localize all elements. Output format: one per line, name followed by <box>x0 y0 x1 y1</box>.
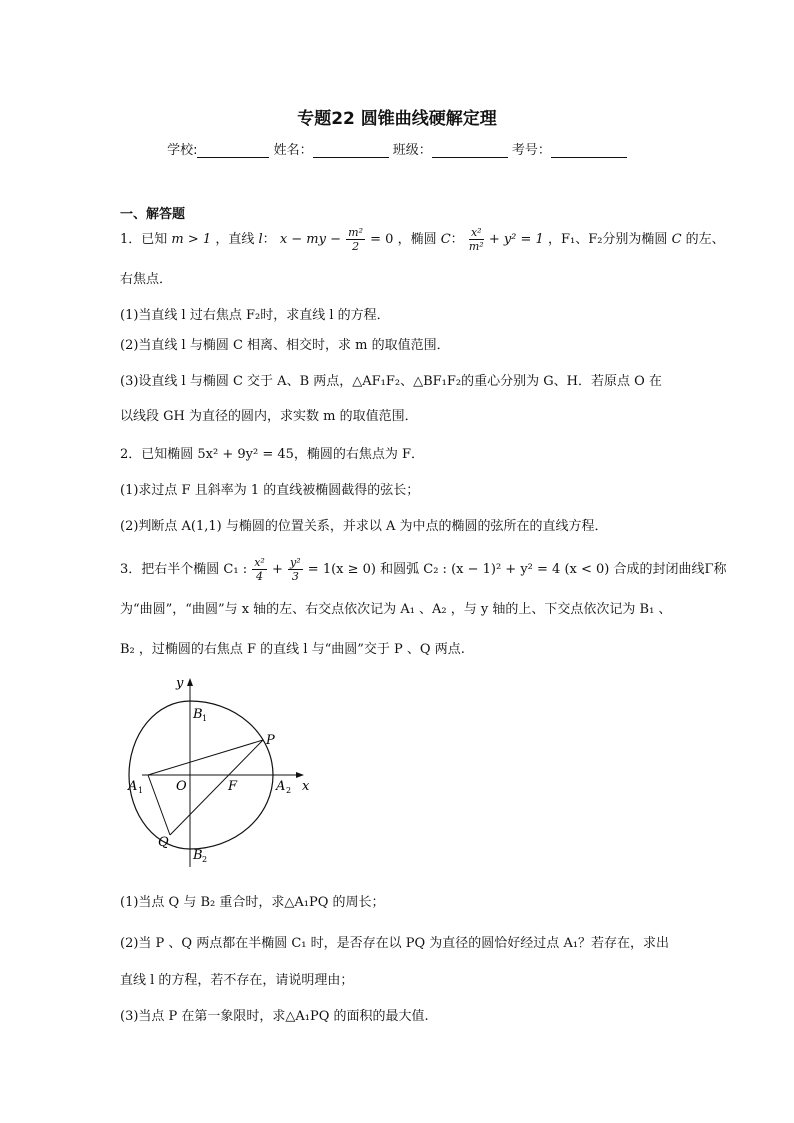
label-A2-sub: 2 <box>286 786 292 795</box>
q3-line3: B₂ ，过椭圆的右焦点 F 的直线 l 与“曲圆”交于 P 、Q 两点. <box>120 642 465 657</box>
q1-part3-b: 以线段 GH 为直径的圆内，求实数 m 的取值范围． <box>120 409 418 424</box>
q2-part1: (1)求过点 F 且斜率为 1 的直线被椭圆截得的弦长； <box>120 483 420 498</box>
q1-intro-line2: 右焦点． <box>120 272 173 287</box>
q1-part3-a: (3)设直线 l 与椭圆 C 交于 A、B 两点，△AF₁F₂、△BF₁F₂的重心分别为 G、H．若原点 O 在 <box>120 374 662 389</box>
school-blank[interactable] <box>197 143 269 158</box>
x-axis-arrow <box>296 772 304 778</box>
label-B2-sub: 2 <box>202 855 208 864</box>
class-label: 班级： <box>392 143 432 158</box>
label-P: P <box>266 733 275 748</box>
label-B1: B <box>193 707 203 722</box>
name-blank[interactable] <box>313 143 389 158</box>
q1-part2: (2)当直线 l 与椭圆 C 相离、相交时，求 m 的取值范围． <box>120 338 450 353</box>
label-A1: A <box>128 779 138 794</box>
label-x: x <box>302 779 310 794</box>
q3-part3: (3)当点 P 在第一象限时，求△A₁PQ 的面积的最大值. <box>120 1009 429 1024</box>
q1-part1: (1)当直线 l 过右焦点 F₂时，求直线 l 的方程． <box>120 308 390 323</box>
q3-part1: (1)当点 Q 与 B₂ 重合时，求△A₁PQ 的周长； <box>120 895 385 910</box>
fraction-x2-over-4: $\frac{\text{x²}}{4}$ <box>254 556 265 583</box>
name-label: 姓名： <box>273 143 313 158</box>
school-label: 学校: <box>167 143 198 158</box>
label-A2: A <box>276 779 286 794</box>
page-title: 专题22 圆锥曲线硬解定理 <box>297 109 497 129</box>
label-Q: Q <box>158 835 169 850</box>
label-F: F <box>228 779 238 794</box>
q3-line2: 为“曲圆”，“曲圆”与 x 轴的左、右交点依次记为 A₁ 、A₂ ，与 y 轴的上、下交点依次记为 B₁ 、 <box>120 602 672 617</box>
label-A1-sub: 1 <box>138 786 144 795</box>
q3-part2-a: (2)当 P 、Q 两点都在半椭圆 C₁ 时，是否存在以 PQ 为直径的圆恰好经过点 A₁？若存在，求出 <box>120 936 670 951</box>
curve-circle-figure <box>120 672 320 872</box>
label-O: O <box>176 779 187 794</box>
q1-intro: 1．已知 m > 1 ，直线 l： x − my − $\frac{\text{m²}}{2}$ = 0 ，椭圆 C： $\frac{\text{x²}}{\text{m²}}$ + y² = 1 ，F₁、F₂分别为椭圆 C 的左、 <box>120 226 725 253</box>
student-info-line <box>0 139 794 158</box>
y-axis-arrow <box>187 678 193 686</box>
q2-intro: 2．已知椭圆 5x² + 9y² = 45，椭圆的右焦点为 F． <box>120 447 425 462</box>
label-B2: B <box>193 848 203 863</box>
segment-A1-Q <box>148 775 170 835</box>
exam-label: 考号： <box>511 143 551 158</box>
fraction-y2-over-3: $\frac{\text{y²}}{3}$ <box>290 556 301 583</box>
fraction-m2-over-2: $\frac{\text{m²}}{2}$ <box>348 226 363 253</box>
section-heading: 一、解答题 <box>120 207 186 222</box>
exam-blank[interactable] <box>551 143 627 158</box>
q2-part2: (2)判断点 A(1,1) 与椭圆的位置关系，并求以 A 为中点的椭圆的弦所在的直线方程． <box>120 519 608 534</box>
label-B1-sub: 1 <box>202 714 208 723</box>
class-blank[interactable] <box>432 143 508 158</box>
q3-intro: 3．把右半个椭圆 C₁ : $\frac{\text{x²}}{4}$ + $\frac{\text{y²}}{3}$ = 1(x ≥ 0) 和圆弧 C₂ : (x − 1)² + y² = 4 (x < 0) 合成的封闭曲线Γ称 <box>120 556 727 583</box>
q3-part2-b: 直线 l 的方程，若不存在，请说明理由； <box>120 973 354 988</box>
label-y: y <box>176 676 184 691</box>
fraction-x2-over-m2: $\frac{\text{x²}}{\text{m²}}$ <box>468 226 484 253</box>
